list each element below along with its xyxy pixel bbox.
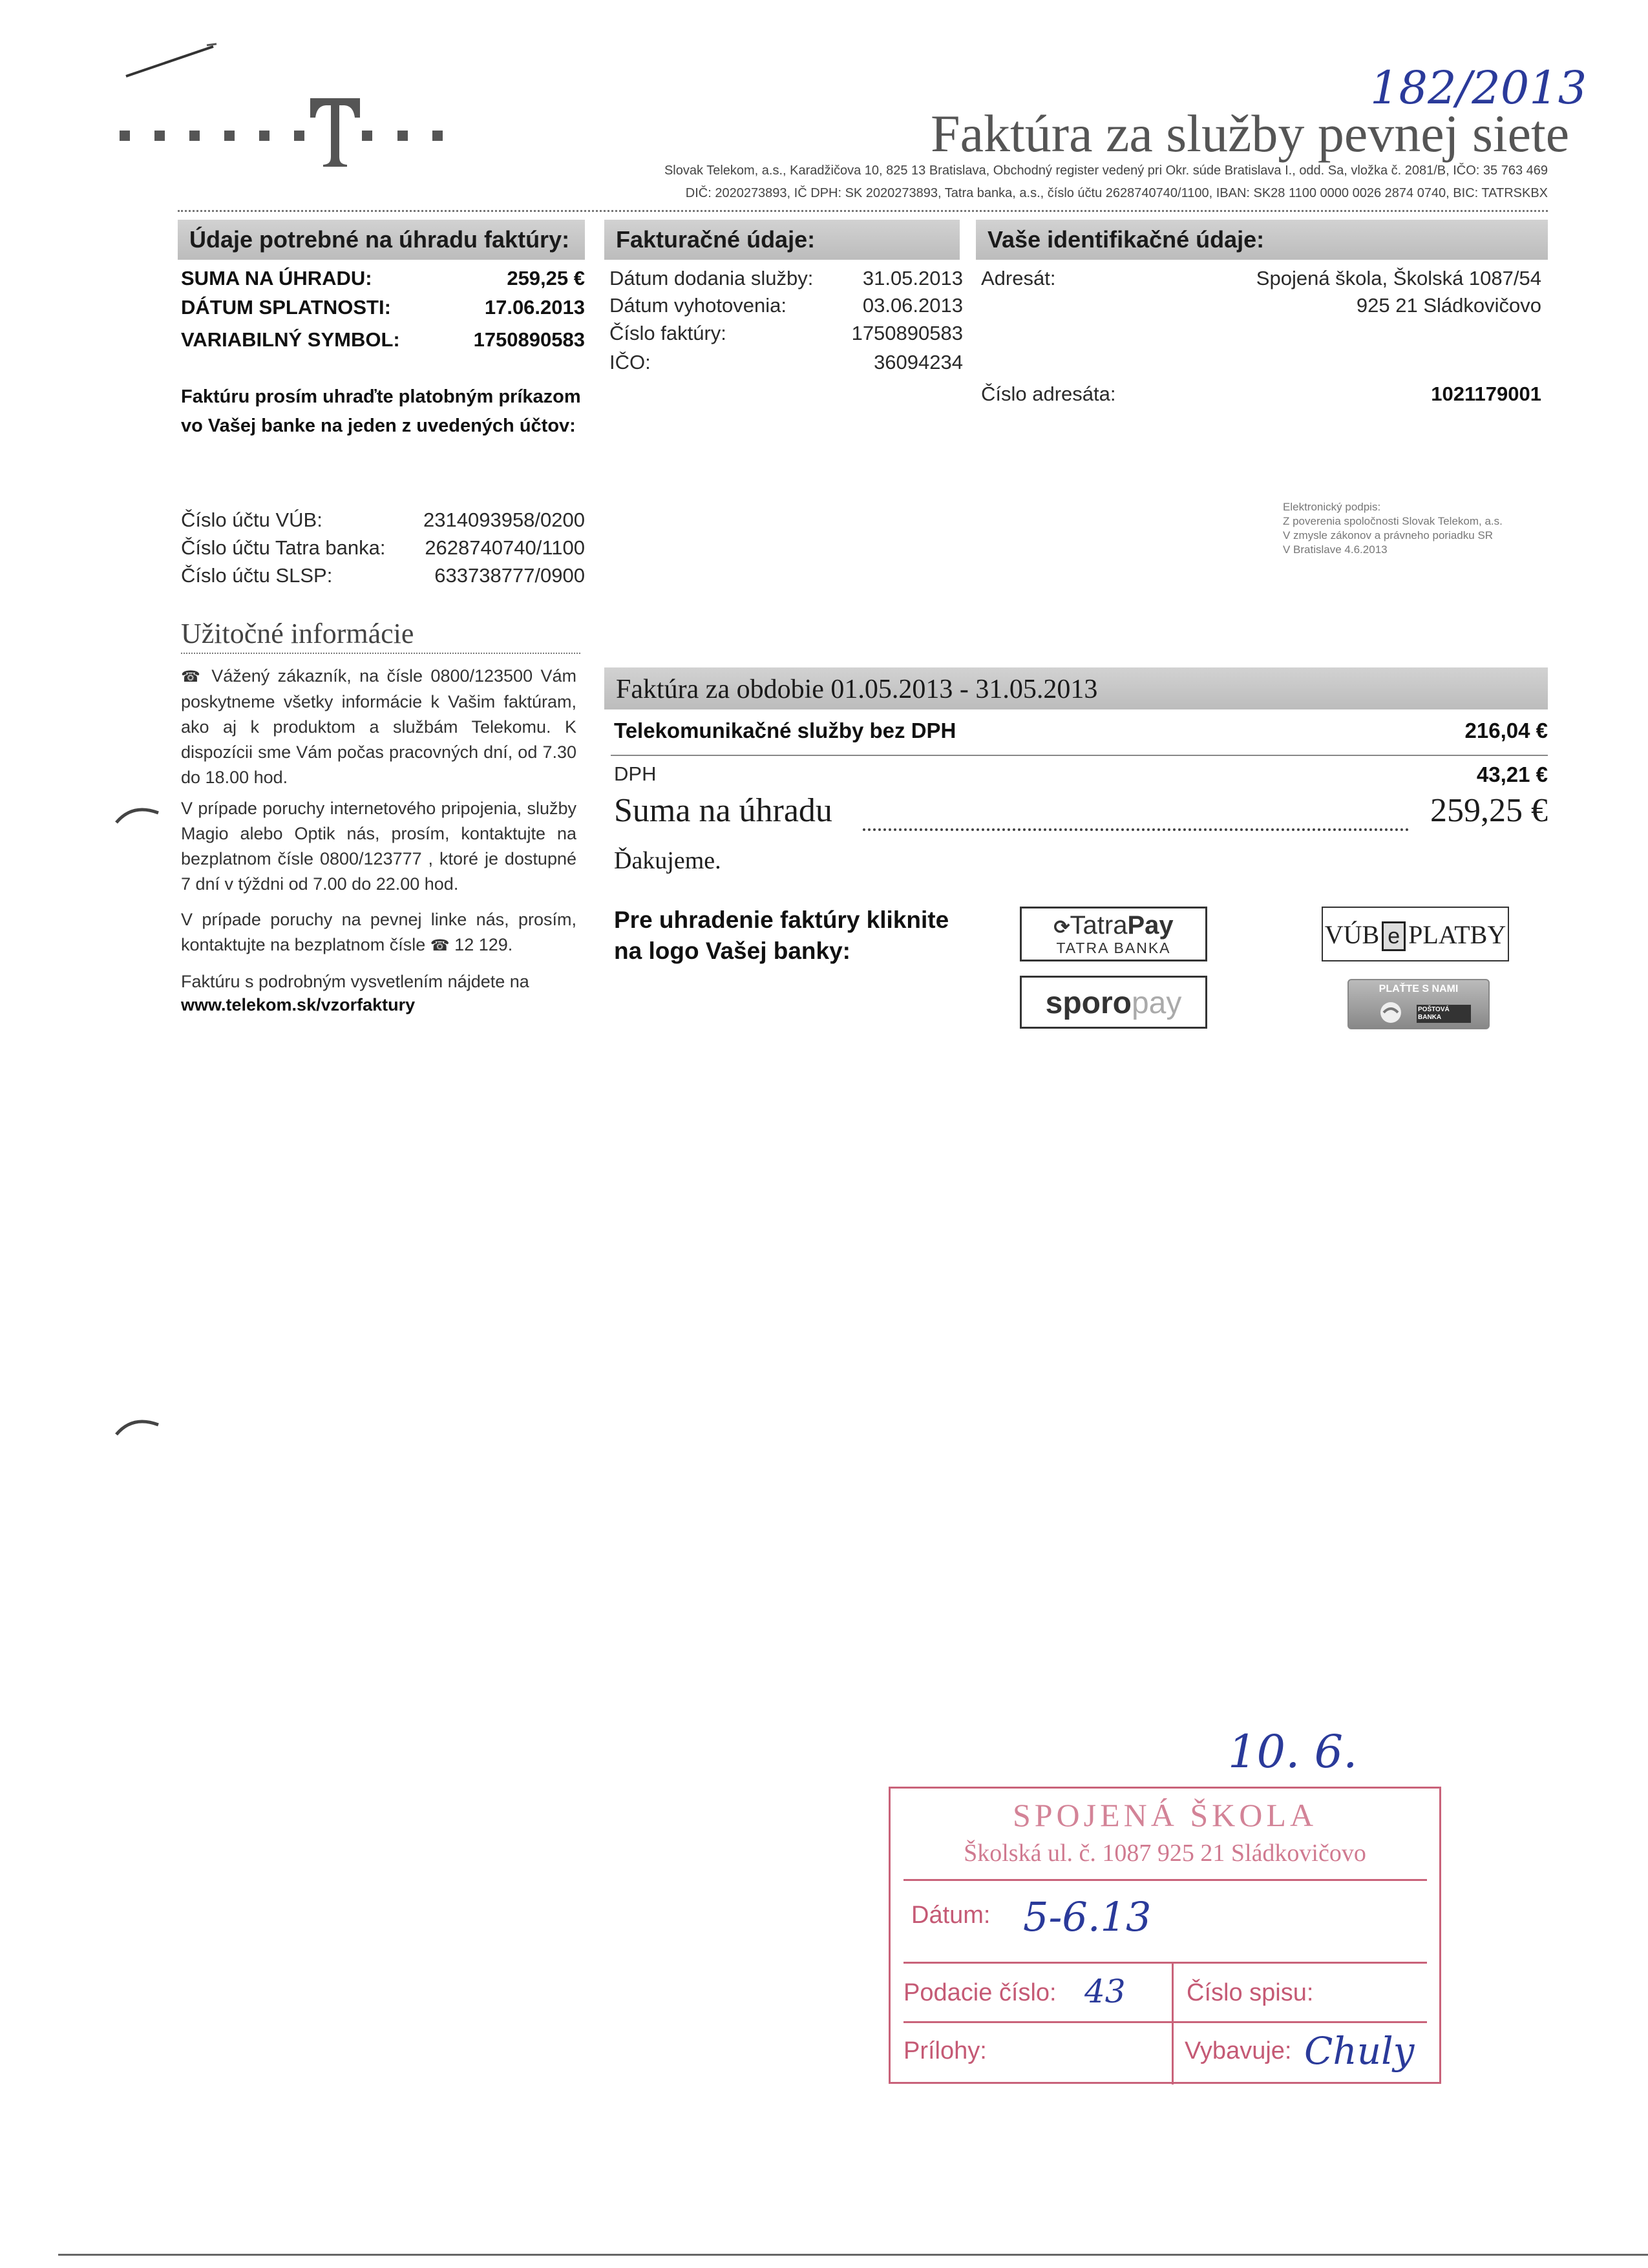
page-title: Faktúra za služby pevnej siete	[931, 104, 1570, 163]
explanation-link[interactable]: www.telekom.sk/vzorfaktury	[181, 995, 416, 1014]
info-paragraph-1: ☎ Vážený zákazník, na čísle 0800/123500 Vám poskytneme všetky informácie k Vašim faktúram, ako aj k produktom a službám Telekomu. K dispozícii sme Vám počas pracovných dní, od 7.30 do 18.00 hod.	[181, 666, 576, 787]
info-divider	[181, 653, 580, 654]
account-slsp-value: 633738777/0900	[434, 564, 585, 587]
postova-banka-button[interactable]	[1347, 979, 1490, 1029]
invoice-section-header: Fakturačné údaje:	[604, 220, 960, 260]
account-vub-value: 2314093958/0200	[423, 509, 585, 531]
bank-prompt-line-2: na logo Vašej banky:	[614, 938, 851, 964]
stamp-reference-label: Podacie číslo:	[903, 1979, 1057, 2006]
payment-amount-label: SUMA NA ÚHRADU:	[181, 267, 372, 289]
stamp-lower-rule	[903, 2021, 1427, 2023]
recipient-number-value: 1021179001	[1431, 383, 1541, 405]
tatrapay-logo-text: ⟳TatraPay	[1053, 911, 1174, 940]
vub-logo-text: VÚB e PLATBY	[1323, 919, 1508, 951]
thanks-text: Ďakujeme.	[614, 847, 721, 874]
hole-mark-1	[113, 800, 165, 829]
stamp-attachments-label: Prílohy:	[903, 2037, 987, 2064]
account-tatra-value: 2628740740/1100	[425, 536, 585, 559]
addressee-line-1: Spojená škola, Školská 1087/54	[1256, 267, 1541, 289]
account-slsp-label: Číslo účtu SLSP:	[181, 564, 333, 587]
postova-subtitle: POŠTOVÁ BANKA	[1417, 1005, 1471, 1023]
total-leader-dots	[863, 828, 1409, 831]
hole-mark-2	[113, 1412, 165, 1441]
payment-amount-value: 259,25 €	[507, 267, 585, 289]
services-value: 216,04 €	[1464, 719, 1548, 742]
variable-symbol-value: 1750890583	[473, 328, 585, 351]
stamp-file-label: Číslo spisu:	[1187, 1979, 1314, 2006]
services-divider	[611, 755, 1548, 756]
delivery-date-label: Dátum dodania služby:	[609, 267, 814, 289]
telekom-logo	[120, 84, 488, 168]
info-paragraph-2: V prípade poruchy internetového pripojenia, služby Magio alebo Optik nás, prosím, kontaktujte na bezplatnom čísle 0800/123777 , ktoré je dostupné 7 dní v týždni od 7.00 do 22.00 hod.	[181, 799, 576, 894]
esign-line-4: V Bratislave 4.6.2013	[1283, 543, 1388, 556]
stamp-school-name: SPOJENÁ ŠKOLA	[1012, 1797, 1318, 1833]
stamp-handler-signature: Chuly	[1304, 2029, 1415, 2073]
invoice-number-value: 1750890583	[851, 322, 963, 344]
vat-label: DPH	[614, 762, 657, 785]
services-label: Telekomunikačné služby bez DPH	[614, 719, 956, 742]
header-divider	[178, 210, 1548, 212]
account-tatra-label: Číslo účtu Tatra banka:	[181, 536, 386, 559]
recipient-number-label: Číslo adresáta:	[981, 383, 1116, 405]
ico-value: 36094234	[874, 351, 963, 373]
scan-bottom-edge	[58, 2254, 1648, 2256]
vub-eplatby-button[interactable]	[1322, 907, 1509, 961]
company-info-line-2: DIČ: 2020273893, IČ DPH: SK 2020273893, Tatra banka, a.s., číslo účtu 2628740740/1100, IBAN: SK28 1100 0000 0026 2874 0740, BIC: TATRSKBX	[685, 186, 1548, 200]
info-heading: Užitočné informácie	[181, 618, 414, 649]
bank-prompt-line-1: Pre uhradenie faktúry kliknite	[614, 907, 949, 933]
telekom-t-icon	[120, 84, 488, 168]
payment-note-line-2: vo Vašej banke na jeden z uvedených účtov:	[181, 415, 576, 436]
total-label: Suma na úhradu	[614, 792, 832, 829]
payment-note-line-1: Faktúru prosím uhraďte platobným príkazom	[181, 386, 581, 407]
due-date-label: DÁTUM SPLATNOSTI:	[181, 296, 391, 319]
stamp-column-divider	[1172, 1962, 1174, 2084]
sporopay-logo-text: sporopay	[1045, 986, 1182, 1020]
phone-icon: ☎	[181, 668, 204, 686]
sporopay-button[interactable]	[1020, 976, 1207, 1029]
pen-scribble	[123, 39, 220, 87]
registry-stamp	[889, 1787, 1441, 2084]
tatrapay-icon: ⟳	[1053, 917, 1070, 938]
account-vub-label: Číslo účtu VÚB:	[181, 509, 322, 531]
due-date-value: 17.06.2013	[484, 296, 585, 319]
addressee-label: Adresát:	[981, 267, 1056, 289]
postova-horn-icon	[1375, 1000, 1407, 1029]
tatrapay-subtitle: TATRA BANKA	[1056, 940, 1171, 956]
period-header: Faktúra za obdobie 01.05.2013 - 31.05.2013	[604, 667, 1548, 709]
phone-icon: ☎	[430, 937, 450, 954]
stamp-reference-value: 43	[1084, 1973, 1126, 2010]
addressee-line-2: 925 21 Sládkovičovo	[1356, 294, 1541, 317]
esign-line-3: V zmysle zákonov a právneho poriadku SR	[1283, 529, 1494, 541]
stamp-school-address: Školská ul. č. 1087 925 21 Sládkovičovo	[964, 1840, 1366, 1867]
vat-value: 43,21 €	[1476, 762, 1548, 786]
esign-line-2: Z poverenia spoločnosti Slovak Telekom, a.s.	[1283, 515, 1503, 527]
info-paragraph-4: Faktúru s podrobným vysvetlením nájdete na	[181, 972, 529, 991]
payment-section-header: Údaje potrebné na úhradu faktúry:	[178, 220, 585, 260]
postova-logo-text: PLAŤTE S NAMI	[1379, 983, 1459, 994]
delivery-date-value: 31.05.2013	[862, 267, 963, 289]
stamp-date-label: Dátum:	[911, 1902, 991, 1929]
stamp-top-rule	[903, 1879, 1427, 1881]
ico-label: IČO:	[609, 351, 651, 373]
handwritten-received-date: 10. 6.	[1228, 1725, 1358, 1778]
variable-symbol-label: VARIABILNÝ SYMBOL:	[181, 328, 400, 351]
esign-line-1: Elektronický podpis:	[1283, 501, 1381, 513]
issue-date-label: Dátum vyhotovenia:	[609, 294, 787, 317]
identification-section-header: Vaše identifikačné údaje:	[976, 220, 1548, 260]
company-info-line-1: Slovak Telekom, a.s., Karadžičova 10, 825 13 Bratislava, Obchodný register vedený pri Okr. súde Bratislava I., odd. Sa, vložka č. 2081/B, IČO: 35 763 469	[664, 163, 1548, 178]
stamp-date-value: 5-6.13	[1023, 1893, 1152, 1940]
total-value: 259,25 €	[1430, 792, 1548, 829]
stamp-middle-rule	[903, 1962, 1427, 1964]
handwritten-invoice-number: 182/2013	[1370, 61, 1587, 114]
info-paragraph-3: V prípade poruchy na pevnej linke nás, prosím, kontaktujte na bezplatnom čísle ☎ 12 129.	[181, 910, 576, 954]
invoice-number-label: Číslo faktúry:	[609, 322, 726, 344]
stamp-handler-label: Vybavuje:	[1185, 2037, 1292, 2064]
tatrapay-button[interactable]	[1020, 907, 1207, 961]
issue-date-value: 03.06.2013	[862, 294, 963, 317]
